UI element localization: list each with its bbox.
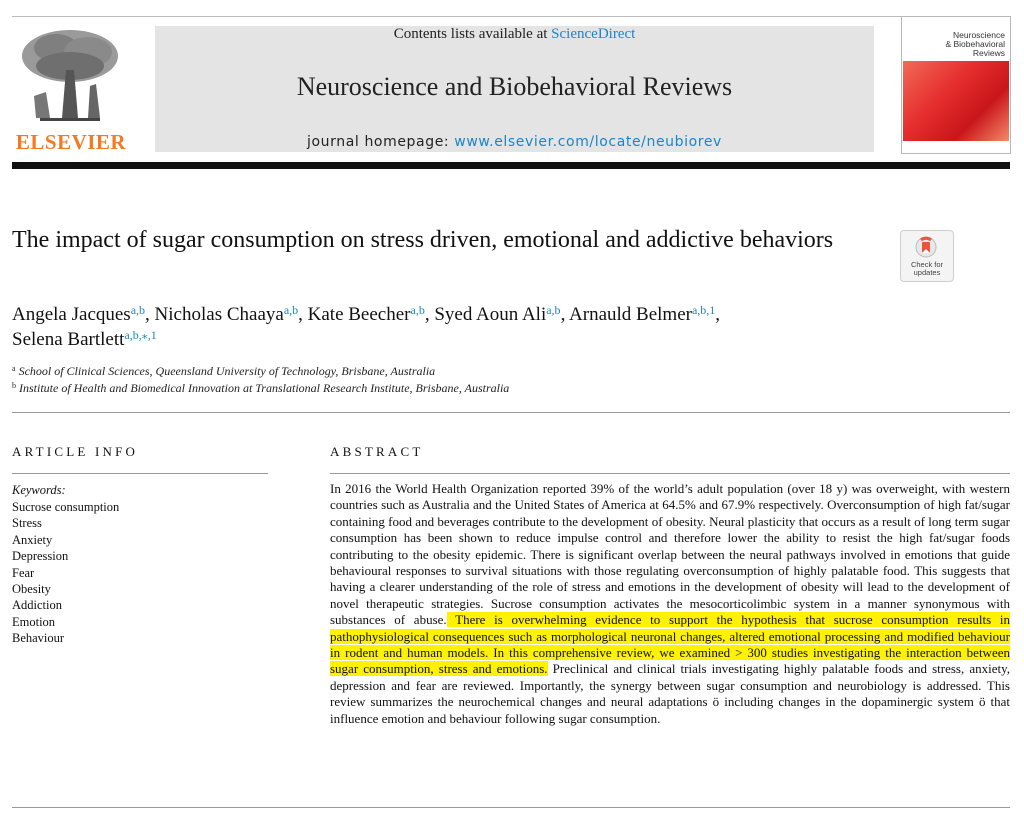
check-updates-icon bbox=[915, 236, 937, 258]
keyword-item[interactable]: Behaviour bbox=[12, 631, 65, 646]
contents-line bbox=[155, 26, 874, 43]
abstract-heading: ABSTRACT bbox=[330, 444, 424, 459]
keyword-item[interactable]: Anxiety bbox=[12, 532, 53, 547]
author-name[interactable]: Kate Beecher bbox=[307, 304, 411, 325]
contents-prefix: Contents lists available at bbox=[393, 26, 552, 42]
author-name[interactable]: Selena Bartlett bbox=[12, 329, 125, 350]
check-updates-label: Check for updates bbox=[910, 260, 944, 277]
sciencedirect-link[interactable]: ScienceDirect bbox=[551, 26, 636, 42]
article-info-rule bbox=[12, 473, 268, 474]
journal-name: Neuroscience and Biobehavioral Reviews bbox=[296, 72, 733, 101]
keyword-item[interactable]: Sucrose consumption bbox=[12, 500, 120, 514]
author-name[interactable]: Arnauld Belmer bbox=[569, 304, 692, 325]
affiliation-a: $^a$ School of Clinical Sciences, Queensland University of Technology, Brisbane, Australia bbox=[12, 364, 436, 378]
keyword-item[interactable]: Emotion bbox=[12, 614, 56, 629]
elsevier-wordmark: ELSEVIER bbox=[15, 130, 127, 154]
article-info-heading: ARTICLE INFO bbox=[12, 444, 139, 459]
journal-cover-thumbnail[interactable] bbox=[901, 16, 1011, 154]
journal-homepage-link[interactable]: www.elsevier.com/locate/neubiorev bbox=[454, 134, 722, 150]
author-affiliation-marker[interactable]: a,b,1 bbox=[691, 303, 716, 317]
abstract-highlighted-text[interactable]: There is overwhelming evidence to support the hypothesis that sucrose consumption results in pathophysiological consequences such as morphological neuronal changes, altered emotional processing and modified behaviour in rodent and human models. In this comprehensive review, we examined > 300 studies investigating the interaction between sugar consumption, stress and emotions. bbox=[330, 612, 1010, 677]
author-affiliation-marker[interactable]: a,b,⁎,1 bbox=[124, 328, 157, 342]
cover-title: Neuroscience & Biobehavioral Reviews bbox=[945, 30, 1005, 58]
abstract-body bbox=[330, 481, 1010, 727]
author-affiliation-marker[interactable]: a,b bbox=[130, 303, 146, 317]
section-divider bbox=[12, 412, 1010, 413]
author-affiliation-marker[interactable]: a,b bbox=[410, 303, 425, 317]
author-affiliation-marker[interactable]: a,b bbox=[546, 303, 561, 317]
elsevier-tree-icon bbox=[16, 26, 124, 122]
author-affiliation-marker[interactable]: a,b bbox=[283, 303, 299, 317]
header-divider bbox=[12, 162, 1010, 169]
keyword-item[interactable]: Stress bbox=[12, 516, 42, 531]
cover-art-image bbox=[903, 61, 1009, 141]
homepage-prefix: journal homepage: bbox=[307, 134, 455, 150]
keyword-list bbox=[12, 499, 119, 647]
affiliation-b: $^b$ Institute of Health and Biomedical Innovation at Translational Research Institute, Brisbane, Australia bbox=[12, 381, 510, 395]
abstract-text-before: In 2016 the World Health Organization reported 39% of the world’s adult population (over 18 y) was overweight, with western countries such as Australia and the United States of America at 64.5% and 67.9% respectively. Overconsumption of high fat/sugar containing food and beverages contribute to the development of obesity. Neural plasticity that occurs as a result of long term sugar consumption has been shown to reduce impulse control and therefore lower the ability to resist the high fat/sugar foods contributing to the obesity epidemic. There is significant overlap between the neural pathways involved in emotions that guide behavioural responses to survival situations with those regulating overconsumption of highly palatable food. This suggests that having a clearer understanding of the role of stress and emotions in the development of obesity will lead to the development of novel therapeutic strategies. Sucrose consumption activates the mesocorticolimbic system in a manner synonymous with substances of abuse. bbox=[330, 481, 1010, 628]
homepage-line bbox=[155, 134, 874, 150]
abstract-text-after: Preclinical and clinical trials investigating highly palatable foods and stress, anxiety, depression and fear are reviewed. Importantly, the synergy between sugar consumption and neurobiology is addressed. This review summarizes the neurochemical changes and neural adaptations ö including changes in the dopaminergic system ö that influence emotion and behaviour following sugar consumption. bbox=[330, 661, 1010, 726]
keyword-item[interactable]: Fear bbox=[12, 565, 35, 580]
abstract-rule bbox=[330, 473, 1010, 474]
author-name[interactable]: Syed Aoun Ali bbox=[434, 304, 547, 325]
bottom-divider bbox=[12, 807, 1010, 808]
journal-banner bbox=[155, 26, 874, 152]
elsevier-logo[interactable] bbox=[12, 22, 128, 154]
header-top-rule bbox=[12, 16, 1002, 17]
keyword-item[interactable]: Depression bbox=[12, 549, 69, 564]
paper-title: The impact of sugar consumption on stress driven, emotional and addictive behaviors bbox=[12, 227, 834, 253]
check-for-updates-button[interactable] bbox=[900, 230, 954, 282]
author-name[interactable]: Angela Jacques bbox=[12, 304, 131, 325]
author-name[interactable]: Nicholas Chaaya bbox=[154, 304, 284, 325]
keywords-label: Keywords: bbox=[12, 483, 66, 497]
keyword-item[interactable]: Obesity bbox=[12, 582, 51, 597]
author-list: Angela Jacques$^{a,b}$, Nicholas Chaaya$^{a,b}$, Kate Beecher$^{a,b}$, Syed Aoun Ali$^{a,b}$, Arnauld Belmer$^{a,b,1}$, Selena Bartlett$^{a,b,⁎,1}$ bbox=[12, 303, 721, 350]
keyword-item[interactable]: Addiction bbox=[12, 598, 62, 613]
